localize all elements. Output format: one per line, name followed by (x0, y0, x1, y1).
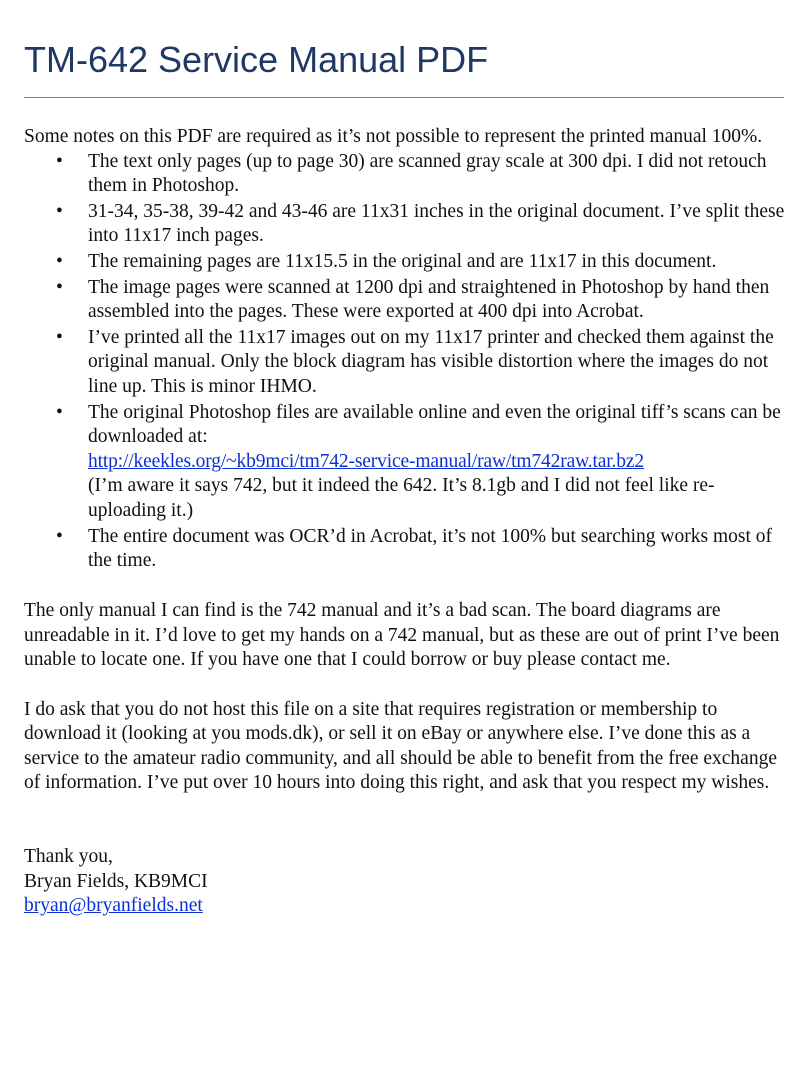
spacer (24, 575, 789, 600)
bullet-icon: • (56, 401, 63, 423)
spacer (24, 796, 789, 821)
manual-paragraph: The only manual I can find is the 742 manual and it’s a bad scan. The board diagrams are unreadable in it. I’d love to get my hands on a 742 manual, but as these are out of print I’ve been unable to locate one. If you have one that I could borrow or buy please contact me. (24, 600, 780, 671)
list-item (24, 525, 789, 574)
list-item-text: 31-34, 35-38, 39-42 and 43-46 are 11x31 inches in the original document. I’ve split these into 11x17 inch pages. (88, 200, 785, 247)
spacer (24, 673, 789, 698)
list-item (24, 326, 789, 400)
list-item-text: I’ve printed all the 11x17 images out on my 11x17 printer and checked them against the original manual. Only the block diagram has visible distortion where the images do not line up. This is minor IHMO. (88, 326, 774, 397)
list-item (24, 276, 789, 325)
notes-list (24, 150, 789, 574)
bullet-icon: • (56, 150, 63, 172)
intro-paragraph: Some notes on this PDF are required as it’s not possible to represent the printed manual 100%. (24, 126, 763, 147)
list-item-text: The entire document was OCR’d in Acrobat, it’s not 100% but searching works most of the time. (88, 525, 773, 572)
download-link[interactable]: http://keekles.org/~kb9mci/tm742-service-manual/raw/tm742raw.tar.bz2 (88, 450, 644, 472)
bullet-icon: • (56, 200, 63, 222)
signature-line: Bryan Fields, KB9MCI (24, 870, 208, 892)
document-body (24, 125, 789, 919)
list-item-text: The remaining pages are 11x15.5 in the original and are 11x17 in this document. (88, 250, 717, 272)
list-item (24, 250, 789, 275)
list-item (24, 150, 789, 199)
bullet-icon: • (56, 525, 63, 547)
list-item-text: The text only pages (up to page 30) are scanned gray scale at 300 dpi. I did not retouch them in Photoshop. (88, 150, 767, 197)
email-link[interactable]: bryan@bryanfields.net (24, 895, 203, 917)
bullet-icon: • (56, 276, 63, 298)
spacer (24, 821, 789, 846)
list-item-text: The original Photoshop files are available online and even the original tiff’s scans can be downloaded at: (88, 401, 781, 448)
list-item (24, 200, 789, 249)
bullet-icon: • (56, 326, 63, 348)
list-item-text: The image pages were scanned at 1200 dpi and straightened in Photoshop by hand then assembled into the pages. These were exported at 400 dpi into Acrobat. (88, 276, 770, 323)
request-paragraph: I do ask that you do not host this file on a site that requires registration or membership to download it (looking at you mods.dk), or sell it on eBay or anywhere else. I’ve done this as a service to the amateur radio community, and all should be able to benefit from the free exchange of information. I’ve put over 10 hours into doing this right, and ask that you respect my wishes. (24, 698, 777, 794)
download-note: (I’m aware it says 742, but it indeed the 642. It’s 8.1gb and I did not feel like re-uploading it.) (88, 475, 715, 521)
list-item (24, 401, 789, 524)
bullet-icon: • (56, 250, 63, 272)
title-divider (24, 97, 784, 98)
closing-line: Thank you, (24, 846, 113, 868)
page-title: TM-642 Service Manual PDF (24, 39, 489, 80)
